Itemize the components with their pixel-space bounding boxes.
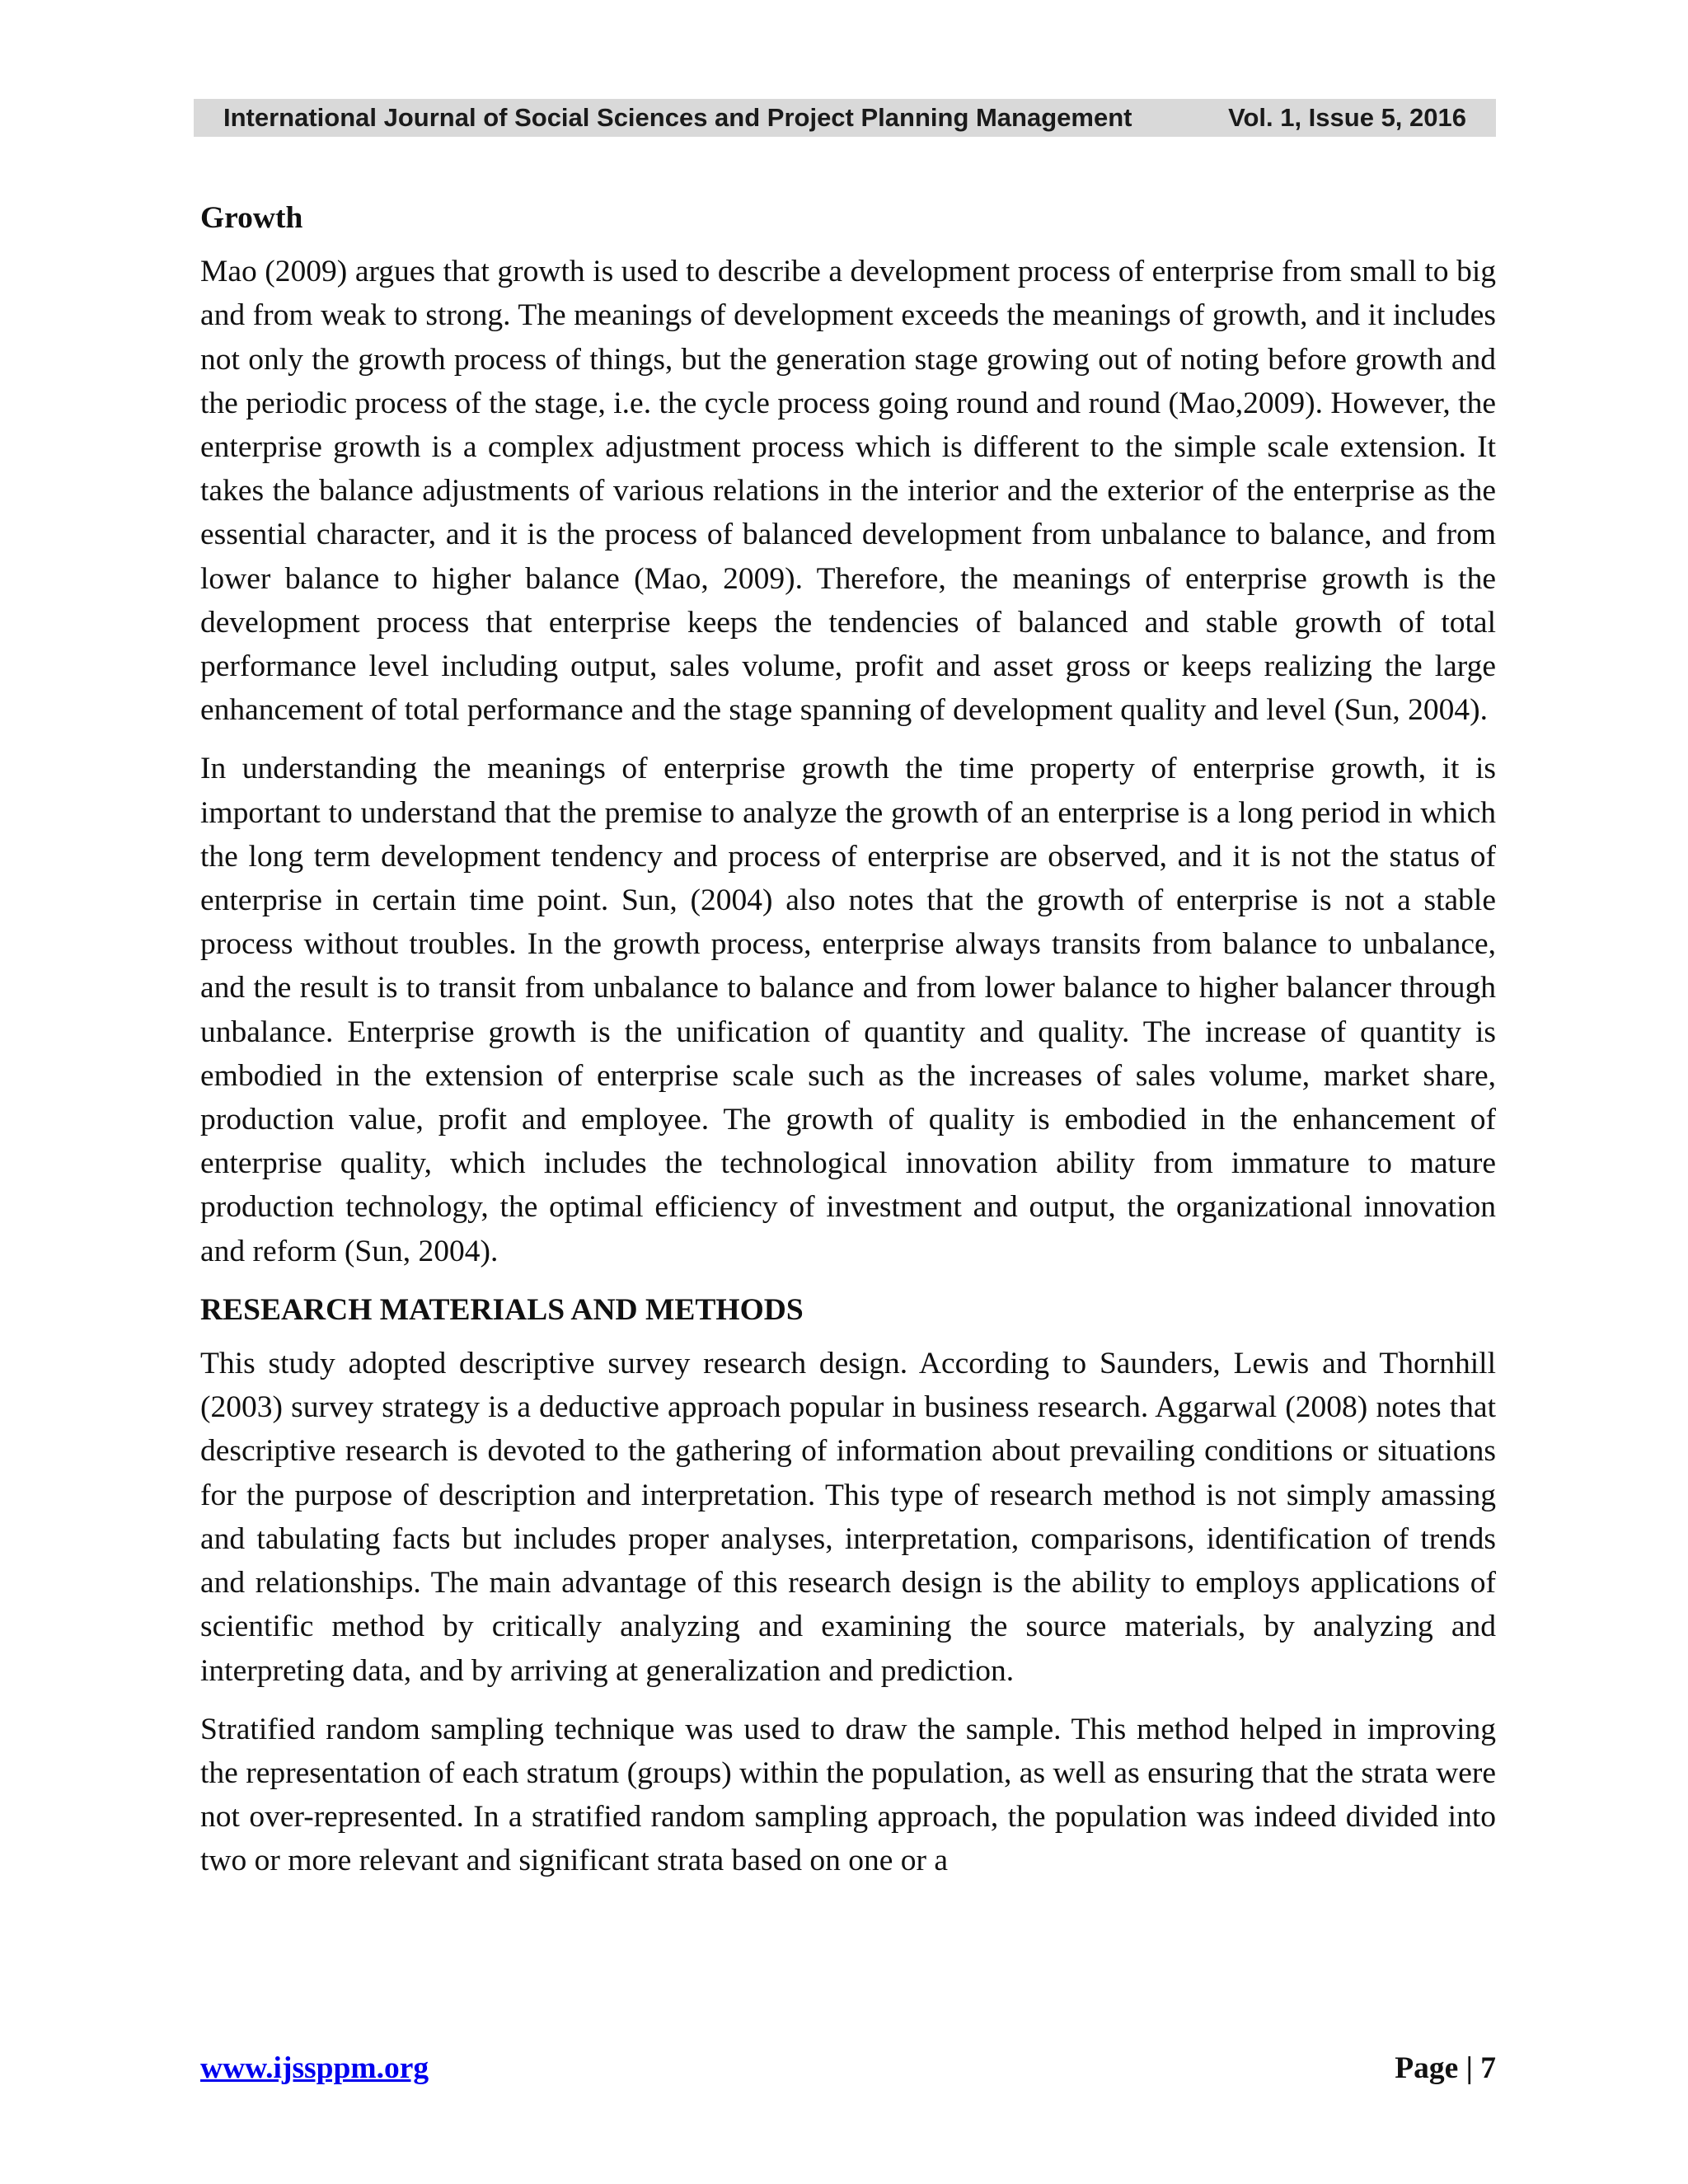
page-number: Page | 7 (1395, 2051, 1496, 2085)
running-header (194, 99, 1496, 137)
website-link[interactable]: www.ijssppm.org (200, 2051, 429, 2085)
journal-title: International Journal of Social Sciences and Project Planning Management (223, 103, 1132, 132)
growth-heading: Growth (200, 201, 303, 235)
growth-paragraph-2: In understanding the meanings of enterprise growth the time property of enterprise growth, it is important to understand that the premise to analyze the growth of an enterprise is a long period in which the long term development tendency and process of enterprise are observed, and it is not the status of enterprise in certain time point. Sun, (2004) also notes that the growth of enterprise is not a stable process without troubles. In the growth process, enterprise always transits from balance to unbalance, and the result is to transit from unbalance to balance and from lower balance to higher balancer through unbalance. Enterprise growth is the unification of quantity and quality. The increase of quantity is embodied in the extension of enterprise scale such as the increases of sales volume, market share, production value, profit and employee. The growth of quality is embodied in the enhancement of enterprise quality, which includes the technological innovation ability from immature to mature production technology, the optimal efficiency of investment and output, the organizational innovation and reform (Sun, 2004). (200, 752, 1496, 1268)
page-footer (200, 2046, 1496, 2092)
methods-paragraph-1: This study adopted descriptive survey research design. According to Saunders, Lewis and Thornhill (2003) survey strategy is a deductive approach popular in business research. Aggarwal (2008) notes that descriptive research is devoted to the gathering of information about prevailing conditions or situations for the purpose of description and interpretation. This type of research method is not simply amassing and tabulating facts but includes proper analyses, interpretation, comparisons, identification of trends and relationships. The main advantage of this research design is the ability to employs applications of scientific method by critically analyzing and examining the source materials, by analyzing and interpreting data, and by arriving at generalization and prediction. (200, 1347, 1496, 1688)
methods-paragraph-2: Stratified random sampling technique was used to draw the sample. This method helped in improving the representation of each stratum (groups) within the population, as well as ensuring that the strata were not over-represented. In a stratified random sampling approach, the population was indeed divided into two or more relevant and significant strata based on one or a (200, 1712, 1496, 1878)
methods-heading: RESEARCH MATERIALS AND METHODS (200, 1292, 804, 1327)
article-body (200, 196, 1496, 1898)
growth-paragraph-1: Mao (2009) argues that growth is used to describe a development process of enterprise from small to big and from weak to strong. The meanings of development exceeds the meanings of growth, and it includes not only the growth process of things, but the generation stage growing out of noting before growth and the periodic process of the stage, i.e. the cycle process going round and round (Mao,2009). However, the enterprise growth is a complex adjustment process which is different to the simple scale extension. It takes the balance adjustments of various relations in the interior and the exterior of the enterprise as the essential character, and it is the process of balanced development from unbalance to balance, and from lower balance to higher balance (Mao, 2009). Therefore, the meanings of enterprise growth is the development process that enterprise keeps the tendencies of balanced and stable growth of total performance level including output, sales volume, profit and asset gross or keeps realizing the large enhancement of total performance and the stage spanning of development quality and level (Sun, 2004). (200, 255, 1496, 728)
volume-issue: Vol. 1, Issue 5, 2016 (1228, 103, 1466, 132)
